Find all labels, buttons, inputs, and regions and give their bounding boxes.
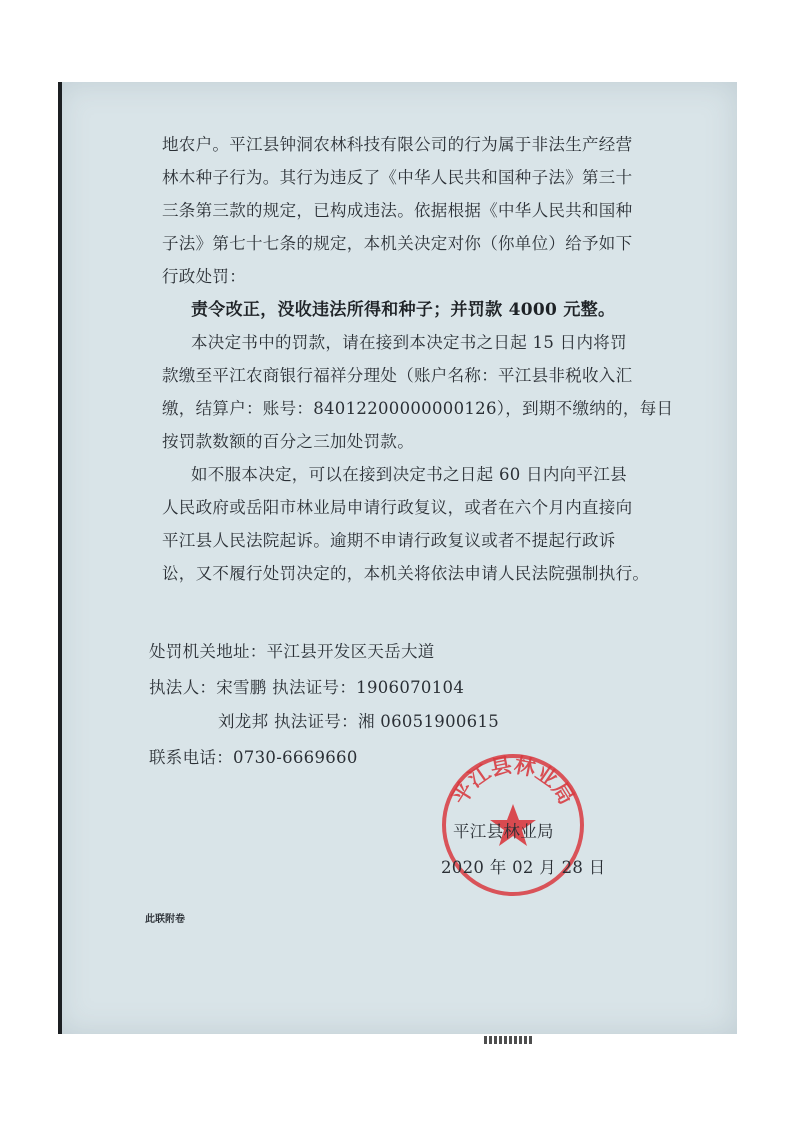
document-page [58,82,737,1034]
payment-line-1: 本决定书中的罚款，请在接到本决定书之日起 15 日内将罚 [191,333,627,352]
payment-line-4: 按罚款数额的百分之三加处罚款。 [162,432,414,451]
body-line-4: 子法》第七十七条的规定，本机关决定对你（你单位）给予如下 [162,234,633,253]
payment-line-2: 款缴至平江农商银行福祥分理处（账户名称：平江县非税收入汇 [162,366,633,385]
appeal-line-3: 平江县人民法院起诉。逾期不申请行政复议或者不提起行政诉 [162,531,616,550]
body-line-1: 地农户。平江县钟洞农林科技有限公司的行为属于非法生产经营 [162,135,633,154]
contact-phone: 联系电话：0730-6669660 [149,748,358,767]
officer-1: 执法人：宋雪鹏 执法证号：1906070104 [149,678,465,697]
scan-artifact-mark [484,1036,532,1044]
page-edge-shadow [58,82,62,1034]
footer-note: 此联附卷 [145,914,185,925]
officer-2: 刘龙邦 执法证号：湘 06051900615 [218,712,500,731]
agency-address: 处罚机关地址：平江县开发区天岳大道 [149,642,435,661]
penalty-line: 责令改正，没收违法所得和种子；并罚款 4000 元整。 [191,300,616,320]
svg-text:平江县林业局: 平江县林业局 [447,752,579,809]
appeal-line-4: 讼，又不履行处罚决定的，本机关将依法申请人民法院强制执行。 [162,564,650,583]
appeal-line-2: 人民政府或岳阳市林业局申请行政复议，或者在六个月内直接向 [162,498,633,517]
body-line-5: 行政处罚： [162,267,246,286]
body-line-3: 三条第三款的规定，已构成违法。依据根据《中华人民共和国种 [162,201,633,220]
issuing-agency: 平江县林业局 [453,822,554,841]
payment-line-3: 缴，结算户：账号：84012200000000126），到期不缴纳的，每日 [162,399,674,418]
body-line-2: 林木种子行为。其行为违反了《中华人民共和国种子法》第三十 [162,168,633,187]
appeal-line-1: 如不服本决定，可以在接到决定书之日起 60 日内向平江县 [191,465,627,484]
issue-date: 2020 年 02 月 28 日 [441,858,606,877]
